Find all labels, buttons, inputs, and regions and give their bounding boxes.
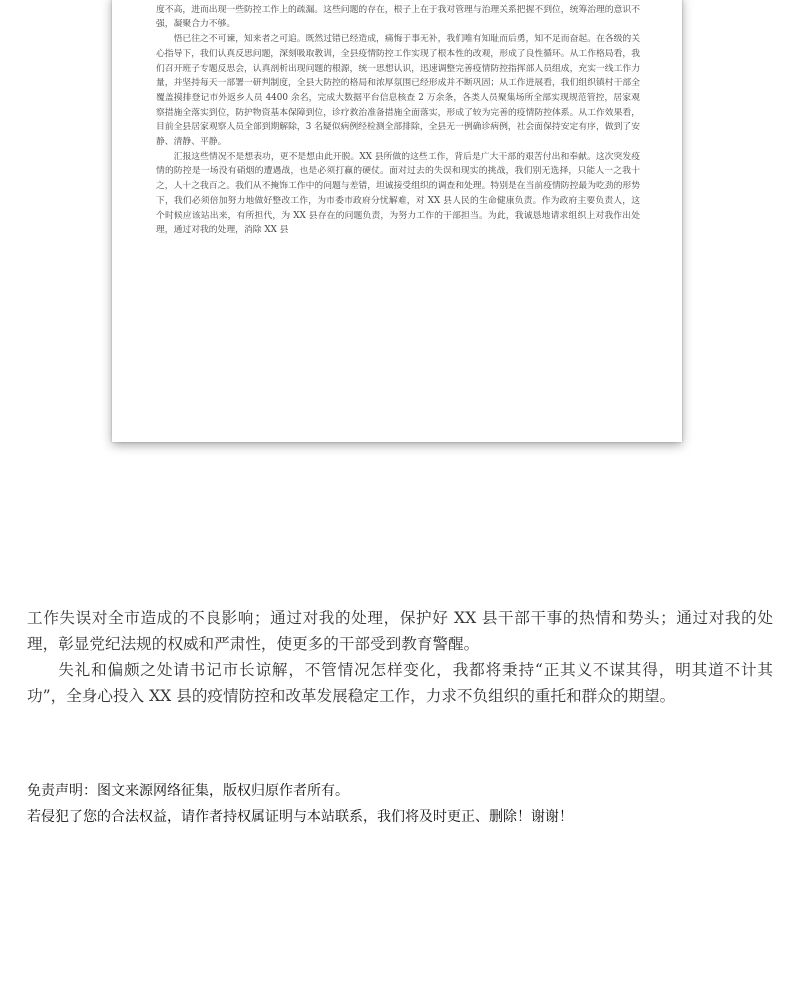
body-paragraph-2: 失礼和偏颇之处请书记市长谅解，不管情况怎样变化，我都将秉持“正其义不谋其得，明其道不计其功”，全身心投入 XX 县的疫情防控和改革发展稳定工作，力求不负组织的重托和群众的期望。 (27, 661, 773, 705)
preview-paragraph-2: 悟已往之不可谏，知来者之可追。既然过错已经造成，痛悔于事无补，我们唯有知耻而后勇，知不足而奋起。在各级的关心指导下，我们认真反思问题，深刻吸取教训，全县疫情防控工作实现了根本性的改观，形成了良性循环。从工作格局看，我们召开班子专题反思会，认真剖析出现问题的根源，统一思想认识，迅速调整完善疫情防控指挥部人员组成，充实一线工作力量，并坚持每天一部署一研判制度，全县大防控的格局和浓厚氛围已经形成并不断巩固；从工作进展看，我们组织镇村干部全覆盖摸排登记市外返乡人员 4400 余名，完成大数据平台信息核查 2 万余条，各类人员聚集场所全部实现规范管控，居家观察措施全落实到位，防护物资基本保障到位，诊疗救治准备措施全面落实，形成了较为完善的疫情防控体系。从工作效果看，目前全县居家观察人员全部到期解除，3 名疑似病例经检测全部排除，全县无一例确诊病例，社会面保持安定有序，做到了安静、清静、平静。 (156, 34, 640, 148)
document-preview-card (112, 0, 682, 442)
disclaimer (27, 778, 773, 830)
preview-paragraph-3: 汇报这些情况不是想表功，更不是想由此开脱。XX 县所做的这些工作，背后是广大干部的艰苦付出和奉献。这次突发疫情的防控是一场没有硝烟的遭遇战，也是必须打赢的硬仗。面对过去的失误和现实的挑战，我们别无选择，只能人一之我十之，人十之我百之。我们从不掩饰工作中的问题与差错，坦诚接受组织的调查和处理。特别是在当前疫情防控最为吃劲的形势下，我们必须倍加努力地做好整改工作，为市委市政府分忧解难，对 XX 县人民的生命健康负责。作为政府主要负责人，这个时候应该站出来，有所担代，为 XX 县存在的问题负责，为努力工作的干部担当。为此，我诚恳地请求组织上对我作出处理，通过对我的处理，消除 XX 县 (156, 151, 640, 236)
body-paragraph-1: 工作失误对全市造成的不良影响；通过对我的处理，保护好 XX 县干部干事的热情和势头；通过对我的处理，彰显党纪法规的权威和严肃性，使更多的干部受到教育警醒。 (27, 609, 773, 653)
preview-paragraph-1: 度不高，进而出现一些防控工作上的疏漏。这些问题的存在，根子上在于我对管理与治理关系把握不到位，统筹治理的意识不强，凝聚合力不够。 (156, 4, 640, 30)
disclaimer-line-2: 若侵犯了您的合法权益，请作者持权属证明与本站联系，我们将及时更正、删除！谢谢！ (27, 809, 573, 825)
document-body (27, 605, 773, 709)
preview-text (156, 0, 640, 238)
disclaimer-line-1: 免责声明：图文来源网络征集，版权归原作者所有。 (27, 783, 349, 799)
